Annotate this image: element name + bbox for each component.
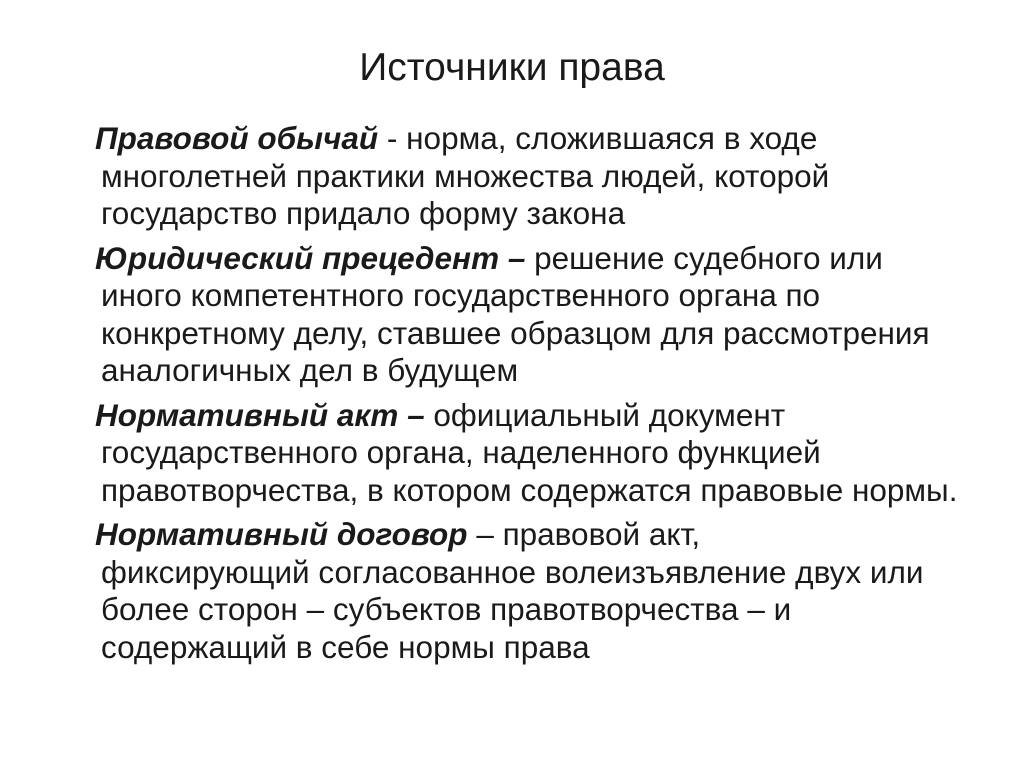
definition-continuation: фиксирующий согласованное волеизъявление двух или более сторон – субъектов правотворчества – и содержащий в себе нормы права	[101, 553, 924, 665]
definition-term: Юридический прецедент –	[95, 239, 526, 276]
definition-term: Нормативный договор	[95, 516, 468, 552]
definition-text-start: норма, сложившаяся в ходе	[406, 120, 818, 156]
definition-term: Правовой обычай	[95, 120, 379, 156]
definition-first-line	[95, 397, 975, 435]
definition-continuation: иного компетентного государственного органа по конкретному делу, ставшее образцом для рассмотрения аналогичных дел в будущем	[101, 277, 930, 388]
definition-item-customary-law	[95, 120, 975, 233]
definition-first-line	[95, 516, 975, 554]
definition-separator	[525, 240, 534, 276]
slide-content	[95, 120, 975, 673]
definition-term: Нормативный акт –	[95, 396, 425, 433]
definition-continuation: многолетней практики множества людей, которой государство придало форму закона	[101, 157, 830, 231]
definition-separator	[468, 516, 477, 552]
definition-text-start: – правовой акт,	[476, 516, 701, 552]
definition-item-normative-contract	[95, 516, 975, 666]
definition-item-normative-act	[95, 397, 975, 510]
definition-text-start: официальный документ	[433, 396, 786, 433]
definition-first-line	[95, 240, 975, 278]
definition-first-line	[95, 120, 975, 158]
definition-text-start: решение судебного или	[534, 239, 883, 276]
definition-separator: -	[378, 120, 407, 156]
definition-item-judicial-precedent	[95, 240, 975, 390]
slide-title: Источники права	[359, 46, 665, 89]
definition-continuation: государственного органа, наделенного функцией правотворчества, в котором содержатся правовые нормы.	[101, 434, 958, 508]
